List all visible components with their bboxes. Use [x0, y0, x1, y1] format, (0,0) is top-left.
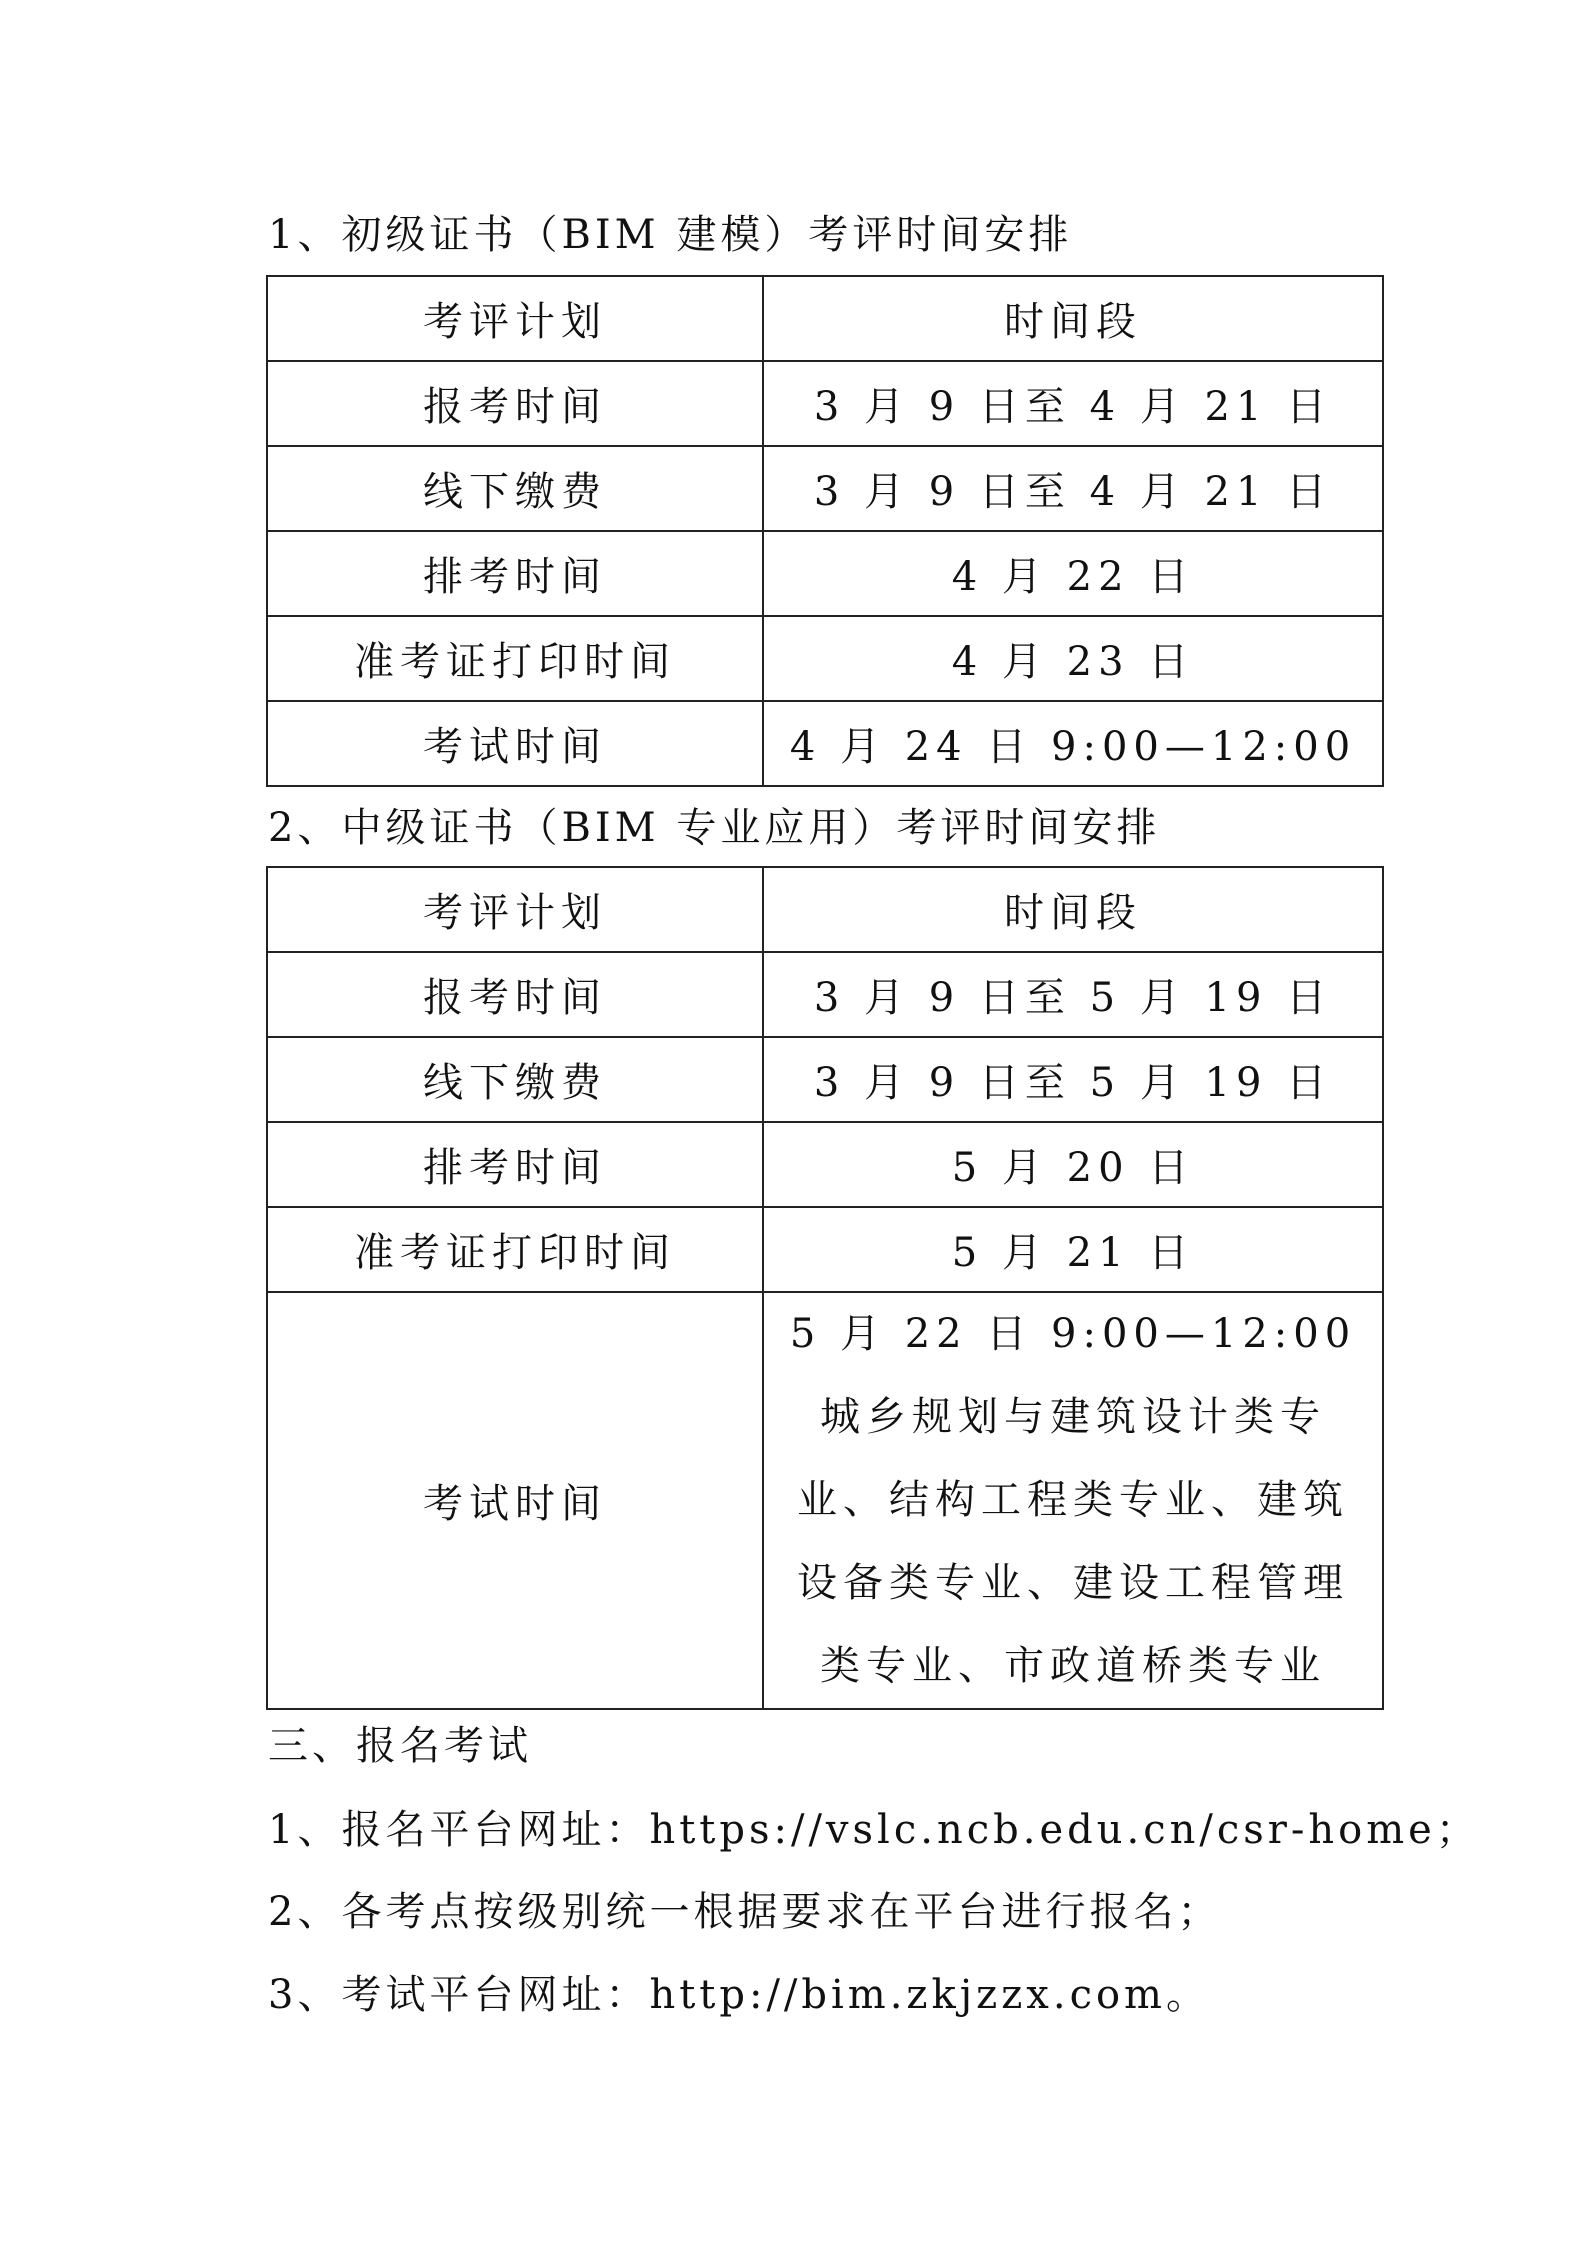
exam-detail-cell [763, 1292, 1383, 1709]
row-label: 排考时间 [267, 1122, 763, 1207]
row-label: 线下缴费 [267, 446, 763, 531]
row-value: 4 月 22 日 [763, 531, 1383, 616]
table-row [267, 701, 1383, 786]
table-row [267, 446, 1383, 531]
table-row-exam [267, 1292, 1383, 1709]
section2-heading: 2、中级证书（BIM 专业应用）考评时间安排 [268, 805, 1161, 851]
table-row [267, 616, 1383, 701]
table-row [267, 1037, 1383, 1122]
row-label: 准考证打印时间 [267, 616, 763, 701]
section3-heading: 三、报名考试 [268, 1723, 532, 1769]
table-header-row [267, 867, 1383, 952]
row-value: 5 月 20 日 [763, 1122, 1383, 1207]
header-cell-period: 时间段 [763, 867, 1383, 952]
row-label: 线下缴费 [267, 1037, 763, 1122]
table-header-row [267, 276, 1383, 361]
header-cell-period: 时间段 [763, 276, 1383, 361]
table-row [267, 1207, 1383, 1292]
registration-url-line: 1、报名平台网址：https://vslc.ncb.edu.cn/csr-home； [268, 1807, 1480, 1853]
row-label: 排考时间 [267, 531, 763, 616]
row-value: 3 月 9 日至 4 月 21 日 [763, 446, 1383, 531]
row-label: 考试时间 [267, 1292, 763, 1709]
section1-schedule-table [266, 275, 1384, 787]
row-label: 准考证打印时间 [267, 1207, 763, 1292]
exam-time: 5 月 22 日 9:00—12:00 [789, 1311, 1357, 1357]
registration-instruction-line: 2、各考点按级别统一根据要求在平台进行报名； [268, 1889, 1222, 1935]
row-value: 4 月 23 日 [763, 616, 1383, 701]
exam-majors: 城乡规划与建筑设计类专业、结构工程类专业、建筑设备类专业、建设工程管理类专业、市政道桥类专业 [797, 1394, 1349, 1689]
header-cell-plan: 考评计划 [267, 276, 763, 361]
table-row [267, 531, 1383, 616]
table-row [267, 952, 1383, 1037]
header-cell-plan: 考评计划 [267, 867, 763, 952]
row-value: 3 月 9 日至 5 月 19 日 [763, 952, 1383, 1037]
row-label: 报考时间 [267, 952, 763, 1037]
row-value: 4 月 24 日 9:00—12:00 [763, 701, 1383, 786]
exam-platform-url-line: 3、考试平台网址：http://bim.zkjzzx.com。 [268, 1972, 1210, 2018]
table-row [267, 361, 1383, 446]
row-value: 3 月 9 日至 5 月 19 日 [763, 1037, 1383, 1122]
section1-heading: 1、初级证书（BIM 建模）考评时间安排 [268, 212, 1073, 258]
table-row [267, 1122, 1383, 1207]
section2-schedule-table [266, 866, 1384, 1710]
row-label: 报考时间 [267, 361, 763, 446]
row-label: 考试时间 [267, 701, 763, 786]
row-value: 3 月 9 日至 4 月 21 日 [763, 361, 1383, 446]
row-value: 5 月 21 日 [763, 1207, 1383, 1292]
